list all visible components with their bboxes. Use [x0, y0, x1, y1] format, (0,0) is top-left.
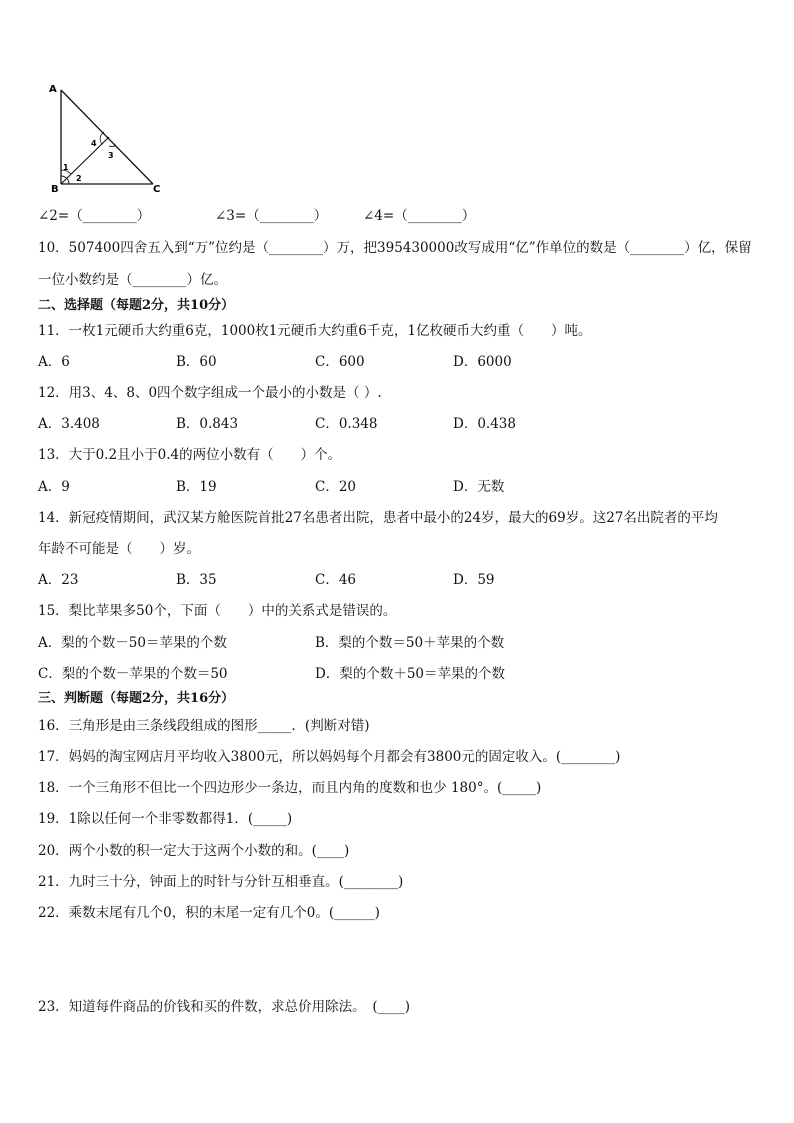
- q12-stem: 12．用3、4、8、0四个数字组成一个最小的小数是（ ）.: [38, 385, 382, 401]
- q11-option-a: A．6: [38, 354, 70, 370]
- angle-label-4: 4: [91, 139, 97, 148]
- q15-stem: 15．梨比苹果多50个，下面（ ）中的关系式是错误的。: [38, 603, 397, 619]
- section-title-choice: 二、选择题（每题2分，共10分）: [38, 298, 235, 313]
- q11-stem: 11．一枚1元硬币大约重6克，1000枚1元硬币大约重6千克，1亿枚硬币大约重（ ）吨。: [38, 323, 592, 339]
- angle-label-1: 1: [63, 163, 69, 172]
- q12-option-c: C．0.348: [315, 416, 378, 432]
- q18: 18．一个三角形不但比一个四边形少一条边，而且内角的度数和也少 180°。(_____): [38, 780, 542, 796]
- angle-label-2: 2: [76, 174, 82, 183]
- q10-line2: 一位小数约是（________）亿。: [38, 272, 227, 288]
- vertex-label-b: B: [51, 184, 59, 195]
- q16: 16．三角形是由三条线段组成的图形_____．(判断对错): [38, 718, 370, 734]
- q9-angle3: ∠3=（________）: [215, 208, 328, 224]
- q15-option-a: A．梨的个数－50＝苹果的个数: [38, 635, 227, 651]
- q14-option-c: C．46: [315, 572, 357, 588]
- q11-option-d: D．6000: [453, 354, 512, 370]
- q9-angle2: ∠2=（________）: [38, 208, 151, 224]
- q17: 17．妈妈的淘宝网店月平均收入3800元，所以妈妈每个月都会有3800元的固定收入。(________): [38, 749, 621, 765]
- q14-option-b: B．35: [176, 572, 217, 588]
- q15-option-d: D．梨的个数＋50＝苹果的个数: [315, 666, 506, 682]
- angle-label-3: 3: [108, 151, 114, 160]
- triangle-figure: [40, 80, 170, 198]
- q13-stem: 13．大于0.2且小于0.4的两位小数有（ ）个。: [38, 447, 342, 463]
- vertex-label-a: A: [49, 84, 57, 95]
- q11-option-b: B．60: [176, 354, 217, 370]
- q14-option-a: A．23: [38, 572, 79, 588]
- q10-line1: 10．507400四舍五入到“万”位约是（________）万，把395430000改写成用“亿”作单位的数是（________）亿，保留: [38, 240, 752, 256]
- q21: 21．九时三十分，钟面上的时针与分针互相垂直。(________): [38, 874, 404, 890]
- q11-option-c: C．600: [315, 354, 365, 370]
- q15-option-c: C．梨的个数－苹果的个数＝50: [38, 666, 228, 682]
- q20: 20．两个小数的积一定大于这两个小数的和。(____): [38, 843, 350, 859]
- q13-option-d: D．无数: [453, 479, 505, 495]
- q15-option-b: B．梨的个数＝50＋苹果的个数: [315, 635, 505, 651]
- q22: 22．乘数末尾有几个0，积的末尾一定有几个0。(______): [38, 905, 380, 921]
- section-title-judgment: 三、判断题（每题2分，共16分）: [38, 691, 235, 706]
- q13-option-b: B．19: [176, 479, 217, 495]
- q12-option-b: B．0.843: [176, 416, 239, 432]
- q12-option-d: D．0.438: [453, 416, 516, 432]
- q14-line1: 14．新冠疫情期间，武汉某方舱医院首批27名患者出院，患者中最小的24岁，最大的69岁。这27名出院者的平均: [38, 510, 718, 526]
- q12-option-a: A．3.408: [38, 416, 100, 432]
- q13-option-a: A．9: [38, 479, 70, 495]
- q23: 23．知道每件商品的价钱和买的件数，求总价用除法。 (____): [38, 999, 410, 1015]
- q9-angle4: ∠4=（________）: [363, 208, 476, 224]
- q19: 19．1除以任何一个非零数都得1．(_____): [38, 811, 293, 827]
- q14-line2: 年龄不可能是（ ）岁。: [38, 541, 200, 557]
- q13-option-c: C．20: [315, 479, 357, 495]
- vertex-label-c: C: [153, 184, 161, 195]
- q14-option-d: D．59: [453, 572, 495, 588]
